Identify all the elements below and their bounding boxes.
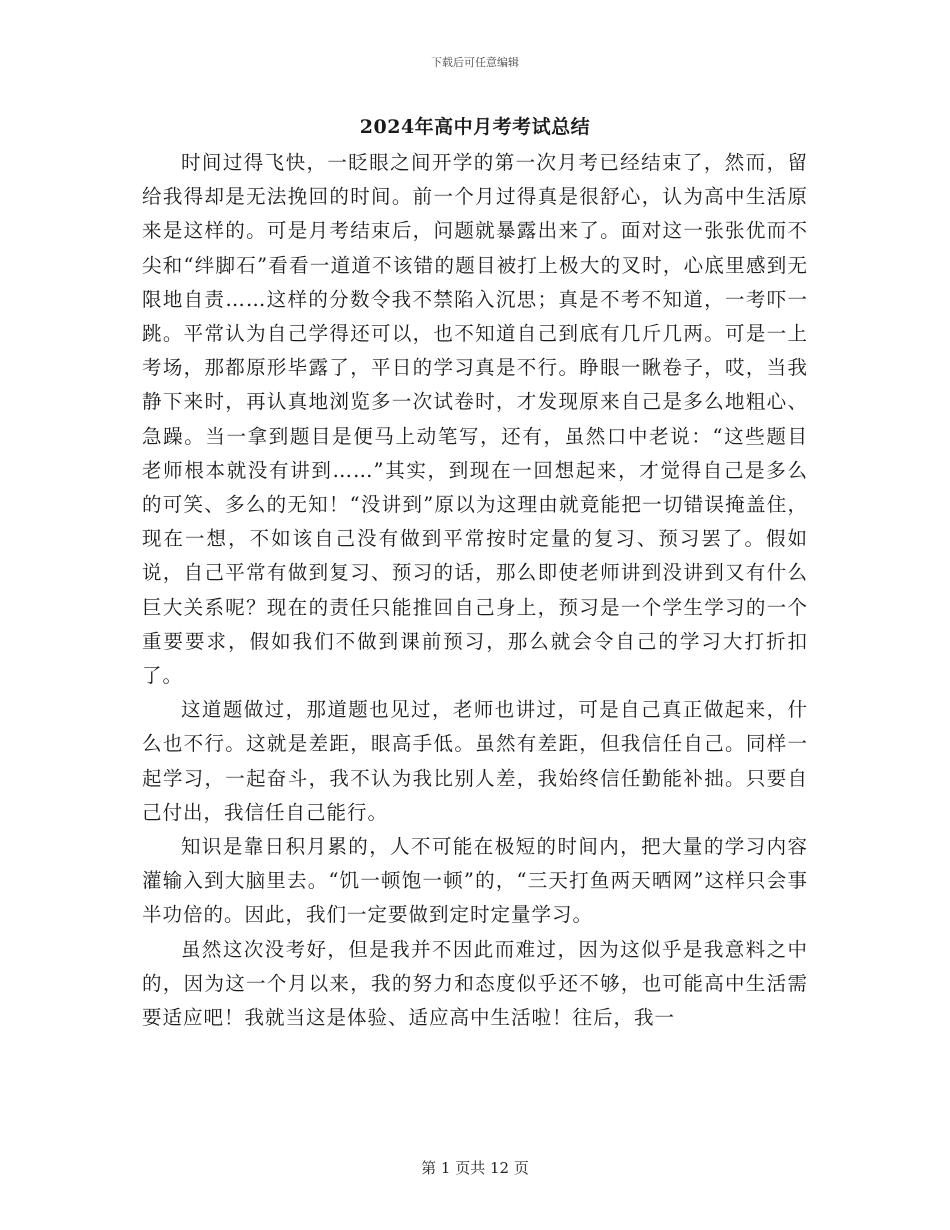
header-note: 下载后可任意编辑	[431, 56, 519, 69]
paragraph-2: 这道题做过，那道题也见过，老师也讲过，可是自己真正做起来，什么也不行。这就是差距，眼高手低。虽然有差距，但我信任自己。同样一起学习，一起奋斗，我不认为我比别人差，我始终信任勤能补拙。只要自己付出，我信任自己能行。	[142, 698, 808, 824]
paragraph-3: 知识是靠日积月累的，人不可能在极短的时间内，把大量的学习内容灌输入到大脑里去。“饥一顿饱一顿”的，“三天打鱼两天晒网”这样只会事半功倍的。因此，我们一定要做到定时定量学习。	[142, 835, 808, 927]
paragraph-1: 时间过得飞快，一眨眼之间开学的第一次月考已经结束了，然而，留给我得却是无法挽回的时间。前一个月过得真是很舒心，认为高中生活原来是这样的。可是月考结束后，问题就暴露出来了。面对这一张张优而不尖和“绊脚石”看看一道道不该错的题目被打上极大的叉时，心底里感到无限地自责……这样的分数令我不禁陷入沉思；真是不考不知道，一考吓一跳。平常认为自己学得还可以，也不知道自己到底有几斤几两。可是一上考场，那都原形毕露了，平日的学习真是不行。睁眼一瞅卷子，哎，当我静下来时，再认真地浏览多一次试卷时，才发现原来自己是多么地粗心、急躁。当一拿到题目是便马上动笔写，还有，虽然口中老说：“这些题目老师根本就没有讲到……”其实，到现在一回想起来，才觉得自己是多么的可笑、多么的无知！“没讲到”原以为这理由就竟能把一切错误掩盖住，现在一想，不如该自己没有做到平常按时定量的复习、预习罢了。假如说，自己平常有做到复习、预习的话，那么即使老师讲到没讲到又有什么巨大关系呢？现在的责任只能推回自己身上，预习是一个学生学习的一个重要要求，假如我们不做到课前预习，那么就会令自己的学习大打折扣了。	[142, 151, 808, 688]
paragraph-4: 虽然这次没考好，但是我并不因此而难过，因为这似乎是我意料之中的，因为这一个月以来，我的努力和态度似乎还不够，也可能高中生活需要适应吧！我就当这是体验、适应高中生活啦！往后，我一	[142, 937, 808, 1030]
document-body	[142, 146, 808, 1035]
page-number-footer: 第 1 页共 12 页	[421, 1159, 529, 1177]
document-title: 2024年高中月考考试总结	[359, 116, 591, 138]
